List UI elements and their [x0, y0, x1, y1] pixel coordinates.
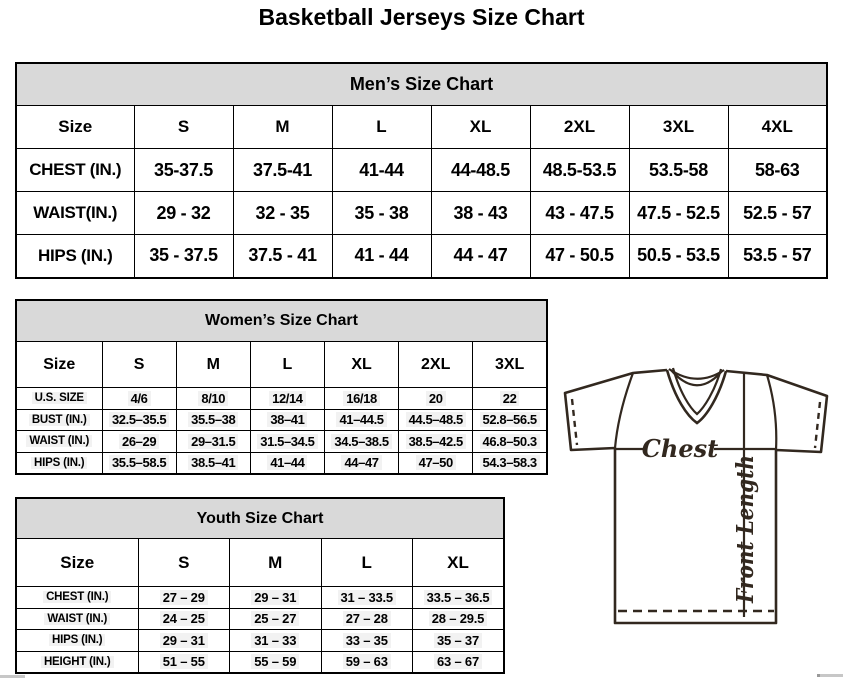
women-row-label: HIPS (IN.): [16, 452, 102, 474]
men-size-value: 35-37.5: [134, 149, 233, 192]
women-col-header: 3XL: [473, 342, 547, 388]
youth-size-value: 27 – 29: [138, 587, 230, 609]
men-col-header: Size: [16, 106, 134, 149]
women-col-header: Size: [16, 342, 102, 388]
womens-table-band: [16, 300, 547, 342]
youth-size-value: 31 – 33: [230, 630, 322, 652]
youth-size-value: 25 – 27: [230, 608, 322, 630]
youth-table-title: Youth Size Chart: [16, 498, 504, 539]
women-col-header: 2XL: [399, 342, 473, 388]
youth-size-value: 55 – 59: [230, 651, 322, 673]
women-row: [16, 409, 547, 431]
youth-row: [16, 608, 504, 630]
men-size-value: 48.5-53.5: [530, 149, 629, 192]
youth-col-header: XL: [413, 539, 505, 587]
women-col-header: XL: [324, 342, 398, 388]
women-size-value: 35.5–58.5: [102, 452, 176, 474]
mens-table-band: [16, 63, 827, 106]
men-size-value: 44-48.5: [431, 149, 530, 192]
youth-row-label: HEIGHT (IN.): [16, 651, 138, 673]
youth-size-value: 51 – 55: [138, 651, 230, 673]
women-size-value: 31.5–34.5: [250, 431, 324, 453]
men-size-value: 52.5 - 57: [728, 192, 827, 235]
men-size-value: 29 - 32: [134, 192, 233, 235]
left-armhole-seam: [615, 373, 633, 448]
youth-size-value: 29 – 31: [138, 630, 230, 652]
women-size-value: 46.8–50.3: [473, 431, 547, 453]
women-col-header: M: [176, 342, 250, 388]
women-size-value: 34.5–38.5: [324, 431, 398, 453]
women-size-value: 54.3–58.3: [473, 452, 547, 474]
youth-col-header: L: [321, 539, 413, 587]
men-size-value: 32 - 35: [233, 192, 332, 235]
youth-size-value: 33.5 – 36.5: [413, 587, 505, 609]
youth-size-table: [15, 497, 505, 674]
men-size-value: 44 - 47: [431, 235, 530, 278]
youth-col-header: S: [138, 539, 230, 587]
right-armhole-seam: [767, 375, 776, 450]
men-row-label: WAIST(IN.): [16, 192, 134, 235]
men-col-header: XL: [431, 106, 530, 149]
women-size-value: 38–41: [250, 409, 324, 431]
women-row-label: WAIST (IN.): [16, 431, 102, 453]
women-size-value: 8/10: [176, 388, 250, 410]
mens-size-table: [15, 62, 828, 279]
men-size-value: 43 - 47.5: [530, 192, 629, 235]
women-row: [16, 388, 547, 410]
women-size-value: 32.5–35.5: [102, 409, 176, 431]
youth-size-value: 29 – 31: [230, 587, 322, 609]
women-size-value: 44.5–48.5: [399, 409, 473, 431]
jersey-measurement-diagram: [563, 360, 829, 626]
scrollbar-fragment-right: [817, 674, 843, 677]
men-size-value: 37.5 - 41: [233, 235, 332, 278]
men-col-header: 4XL: [728, 106, 827, 149]
women-size-value: 22: [473, 388, 547, 410]
men-size-value: 47 - 50.5: [530, 235, 629, 278]
women-size-value: 47–50: [399, 452, 473, 474]
men-size-value: 53.5 - 57: [728, 235, 827, 278]
women-size-value: 16/18: [324, 388, 398, 410]
men-size-value: 35 - 37.5: [134, 235, 233, 278]
chest-label: Chest: [641, 434, 719, 463]
men-size-value: 50.5 - 53.5: [629, 235, 728, 278]
mens-table-title: Men’s Size Chart: [16, 63, 827, 106]
youth-row: [16, 651, 504, 673]
men-row: [16, 235, 827, 278]
youth-size-value: 59 – 63: [321, 651, 413, 673]
youth-col-header: Size: [16, 539, 138, 587]
youth-size-value: 24 – 25: [138, 608, 230, 630]
youth-size-value: 28 – 29.5: [413, 608, 505, 630]
front-length-label: Front Length: [732, 433, 759, 603]
left-cuff-dashed-line: [572, 399, 577, 445]
youth-size-value: 31 – 33.5: [321, 587, 413, 609]
women-size-value: 44–47: [324, 452, 398, 474]
men-row-label: CHEST (IN.): [16, 149, 134, 192]
men-size-value: 58-63: [728, 149, 827, 192]
women-row: [16, 431, 547, 453]
women-col-header: S: [102, 342, 176, 388]
jersey-outline: [565, 370, 827, 623]
men-col-header: 3XL: [629, 106, 728, 149]
youth-row-label: HIPS (IN.): [16, 630, 138, 652]
scrollbar-fragment-left: [0, 675, 25, 678]
youth-table-band: [16, 498, 504, 539]
men-col-header: M: [233, 106, 332, 149]
men-size-value: 47.5 - 52.5: [629, 192, 728, 235]
women-col-header: L: [250, 342, 324, 388]
youth-row: [16, 587, 504, 609]
women-size-value: 12/14: [250, 388, 324, 410]
youth-col-header: M: [230, 539, 322, 587]
women-size-value: 38.5–41: [176, 452, 250, 474]
page-title: Basketball Jerseys Size Chart: [258, 4, 585, 30]
womens-header-row: [16, 342, 547, 388]
womens-table-title: Women’s Size Chart: [16, 300, 547, 342]
women-size-value: 29–31.5: [176, 431, 250, 453]
youth-header-row: [16, 539, 504, 587]
women-size-value: 20: [399, 388, 473, 410]
men-row: [16, 192, 827, 235]
men-col-header: 2XL: [530, 106, 629, 149]
women-row-label: BUST (IN.): [16, 409, 102, 431]
youth-row-label: WAIST (IN.): [16, 608, 138, 630]
youth-size-value: 27 – 28: [321, 608, 413, 630]
women-size-value: 4/6: [102, 388, 176, 410]
men-row: [16, 149, 827, 192]
womens-size-table: [15, 299, 548, 475]
men-col-header: S: [134, 106, 233, 149]
youth-row-label: CHEST (IN.): [16, 587, 138, 609]
men-size-value: 41-44: [332, 149, 431, 192]
men-size-value: 41 - 44: [332, 235, 431, 278]
women-size-value: 52.8–56.5: [473, 409, 547, 431]
men-size-value: 38 - 43: [431, 192, 530, 235]
men-size-value: 53.5-58: [629, 149, 728, 192]
men-row-label: HIPS (IN.): [16, 235, 134, 278]
women-row: [16, 452, 547, 474]
women-size-value: 41–44.5: [324, 409, 398, 431]
mens-header-row: [16, 106, 827, 149]
men-size-value: 37.5-41: [233, 149, 332, 192]
men-size-value: 35 - 38: [332, 192, 431, 235]
women-size-value: 41–44: [250, 452, 324, 474]
youth-size-value: 63 – 67: [413, 651, 505, 673]
right-cuff-dashed-line: [815, 402, 820, 448]
youth-size-value: 33 – 35: [321, 630, 413, 652]
youth-size-value: 35 – 37: [413, 630, 505, 652]
women-size-value: 26–29: [102, 431, 176, 453]
men-col-header: L: [332, 106, 431, 149]
women-size-value: 35.5–38: [176, 409, 250, 431]
women-size-value: 38.5–42.5: [399, 431, 473, 453]
youth-row: [16, 630, 504, 652]
women-row-label: U.S. SIZE: [16, 388, 102, 410]
